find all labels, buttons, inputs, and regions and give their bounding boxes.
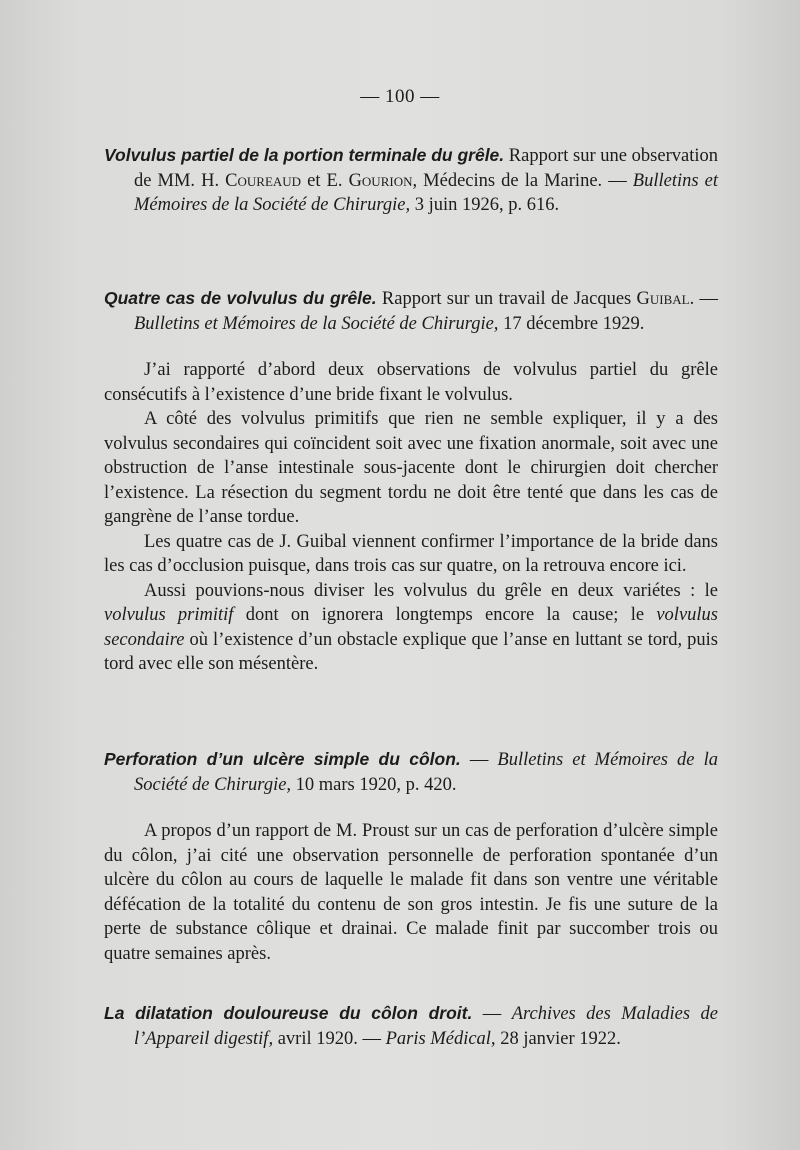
paragraph-text: où l’existence d’un obstacle explique que l’anse en luttant se tord, puis tord avec elle son mésentère. — [104, 629, 718, 674]
entry-title: La dilatation douloureuse du côlon droit. — [104, 1003, 473, 1023]
reference-text: , Médecins de la Marine. — — [412, 170, 633, 191]
reference-text: — — [460, 750, 498, 770]
reference-text: — — [472, 1004, 512, 1024]
publication-date: 28 janvier 1922. — [495, 1028, 621, 1049]
journal-name: Bulletins et Mémoires de la Société de Chirurgie, — [134, 170, 718, 215]
entry-reference — [104, 747, 718, 797]
body-paragraph: A côté des volvulus primitifs que rien ne semble expliquer, il y a des volvulus secondaires qui coïncident soit avec une fixation anormale, soit avec une obstruction de l’anse intestinale sous-jacente dont le chirurgien doit chercher l’existence. La résection du segment tordu ne doit être tenté que dans les cas de gangrène de l’anse tordue. — [104, 409, 718, 527]
publication-date: 17 décembre 1929. — [498, 313, 645, 334]
body-paragraph: A propos d’un rapport de M. Proust sur un cas de perforation d’ulcère simple du côlon, j’ai cité une observation personnelle de perforation spontanée d’un ulcère du côlon au cours de laquelle le malade fit dans son ventre une véritable défécation de la totalité du contenu de son gros intestin. Je fis une suture de la perte de substance côlique et drainai. Ce malade finit par succomber trois ou quatre semaines après. — [104, 821, 718, 964]
body-paragraph — [104, 579, 718, 677]
author-name: Gourion — [348, 170, 413, 191]
reference-text: et E. — [301, 170, 349, 191]
publication-date: avril 1920. — — [273, 1028, 386, 1049]
journal-name: Paris Médical, — [385, 1028, 496, 1049]
entry-title: Volvulus partiel de la portion terminale du grêle. — [104, 145, 505, 165]
paragraph-text: dont on ignorera longtemps encore la cause; le — [233, 605, 657, 625]
bibliography-entry — [104, 286, 718, 677]
entry-reference — [104, 1001, 718, 1051]
entry-reference — [104, 286, 718, 336]
emphasis-term: volvulus secondaire — [104, 605, 718, 650]
paragraph-text: Aussi pouvions-nous diviser les volvulus du grêle en deux variétes : le — [144, 580, 718, 601]
entry-body — [104, 819, 718, 966]
journal-name: Bulletins et Mémoires de la Société de Chirurgie, — [134, 313, 499, 334]
bibliography-entry — [104, 143, 718, 218]
body-paragraph: Les quatre cas de J. Guibal viennent confirmer l’importance de la bride dans les cas d’occlusion puisque, dans trois cas sur quatre, on la retrouva encore ici. — [104, 531, 718, 576]
entry-reference — [104, 143, 718, 218]
reference-text: . — — [689, 289, 718, 309]
journal-name: Archives des Maladies de l’Appareil digestif, — [134, 1004, 718, 1049]
author-name: Guibal — [636, 289, 690, 309]
bibliography-entry — [104, 1001, 718, 1051]
publication-date: 10 mars 1920, p. 420. — [291, 774, 457, 795]
reference-text: Rapport sur une observation de MM. H. — [134, 146, 718, 191]
entry-title: Perforation d’un ulcère simple du côlon. — [104, 749, 461, 769]
bibliography-entry — [104, 747, 718, 966]
entry-body — [104, 358, 718, 677]
journal-name: Bulletins et Mémoires de la Société de Chirurgie, — [134, 750, 718, 795]
entry-title: Quatre cas de volvulus du grêle. — [104, 288, 377, 308]
emphasis-term: volvulus primitif — [104, 605, 234, 625]
body-paragraph: J’ai rapporté d’abord deux observations de volvulus partiel du grêle consécutifs à l’existence d’une bride fixant le volvulus. — [104, 360, 718, 405]
publication-date: 3 juin 1926, p. 616. — [410, 195, 560, 215]
author-name: Coureaud — [225, 170, 302, 191]
page-number: — 100 — — [360, 86, 440, 107]
reference-text: Rapport sur un travail de Jacques — [376, 289, 637, 309]
